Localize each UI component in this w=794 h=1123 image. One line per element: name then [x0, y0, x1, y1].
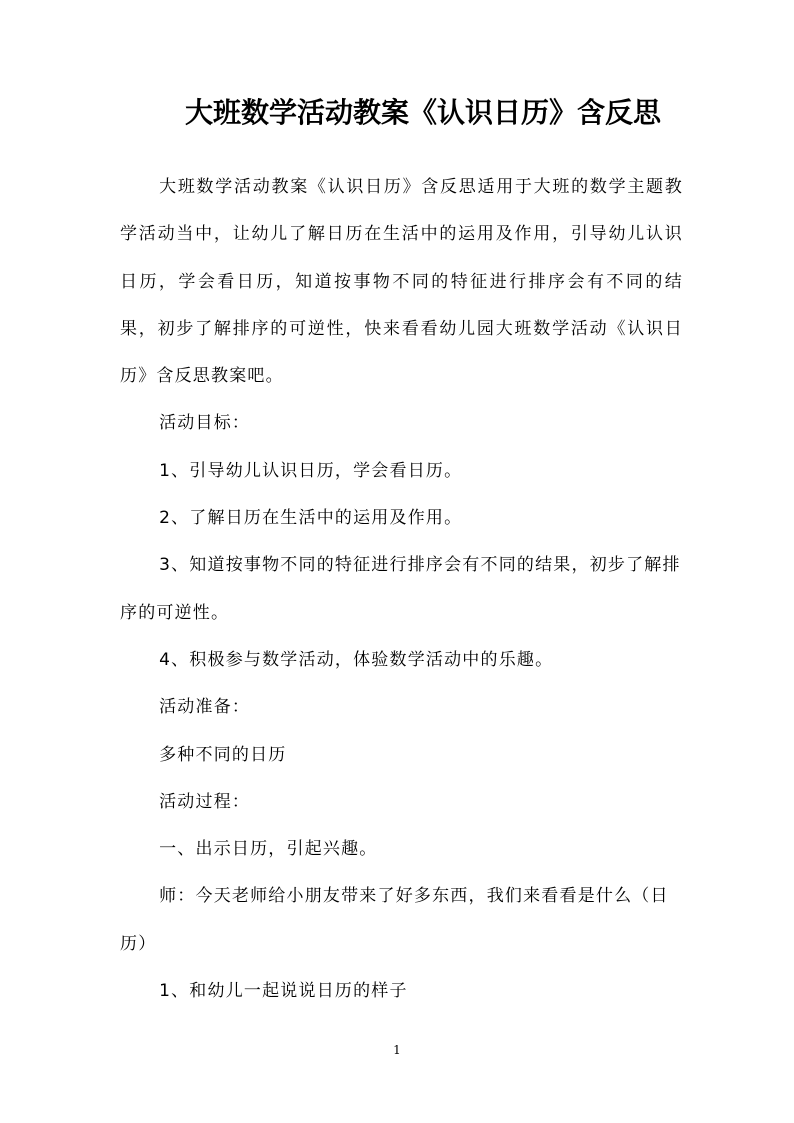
intro-paragraph: 大班数学活动教案《认识日历》含反思适用于大班的数学主题教学活动当中，让幼儿了解日历在生活中的运用及作用，引导幼儿认识日历，学会看日历，知道按事物不同的特征进行排序会有不同的结果，初步了解排序的可逆性，快来看看幼儿园大班数学活动《认识日历》含反思教案吧。	[120, 177, 683, 387]
document-body	[120, 164, 683, 1015]
process-sub-step: 1、和幼儿一起说说日历的样子	[159, 981, 408, 1002]
goal-item: 2、了解日历在生活中的运用及作用。	[159, 508, 463, 529]
section-heading-goals: 活动目标：	[159, 413, 251, 434]
section-heading-preparation: 活动准备：	[159, 697, 251, 718]
teacher-dialogue: 师：今天老师给小朋友带来了好多东西，我们来看看是什么（日历）	[120, 886, 669, 954]
document-title: 大班数学活动教案《认识日历》含反思	[184, 96, 661, 129]
page-number: 1	[393, 1043, 401, 1057]
goal-item: 3、知道按事物不同的特征进行排序会有不同的结果，初步了解排序的可逆性。	[120, 555, 681, 623]
process-step-heading: 一、出示日历，引起兴趣。	[159, 839, 378, 860]
preparation-item: 多种不同的日历	[159, 744, 287, 765]
goal-item: 1、引导幼儿认识日历，学会看日历。	[159, 460, 463, 481]
goal-item: 4、积极参与数学活动，体验数学活动中的乐趣。	[159, 649, 554, 670]
section-heading-process: 活动过程：	[159, 791, 251, 812]
